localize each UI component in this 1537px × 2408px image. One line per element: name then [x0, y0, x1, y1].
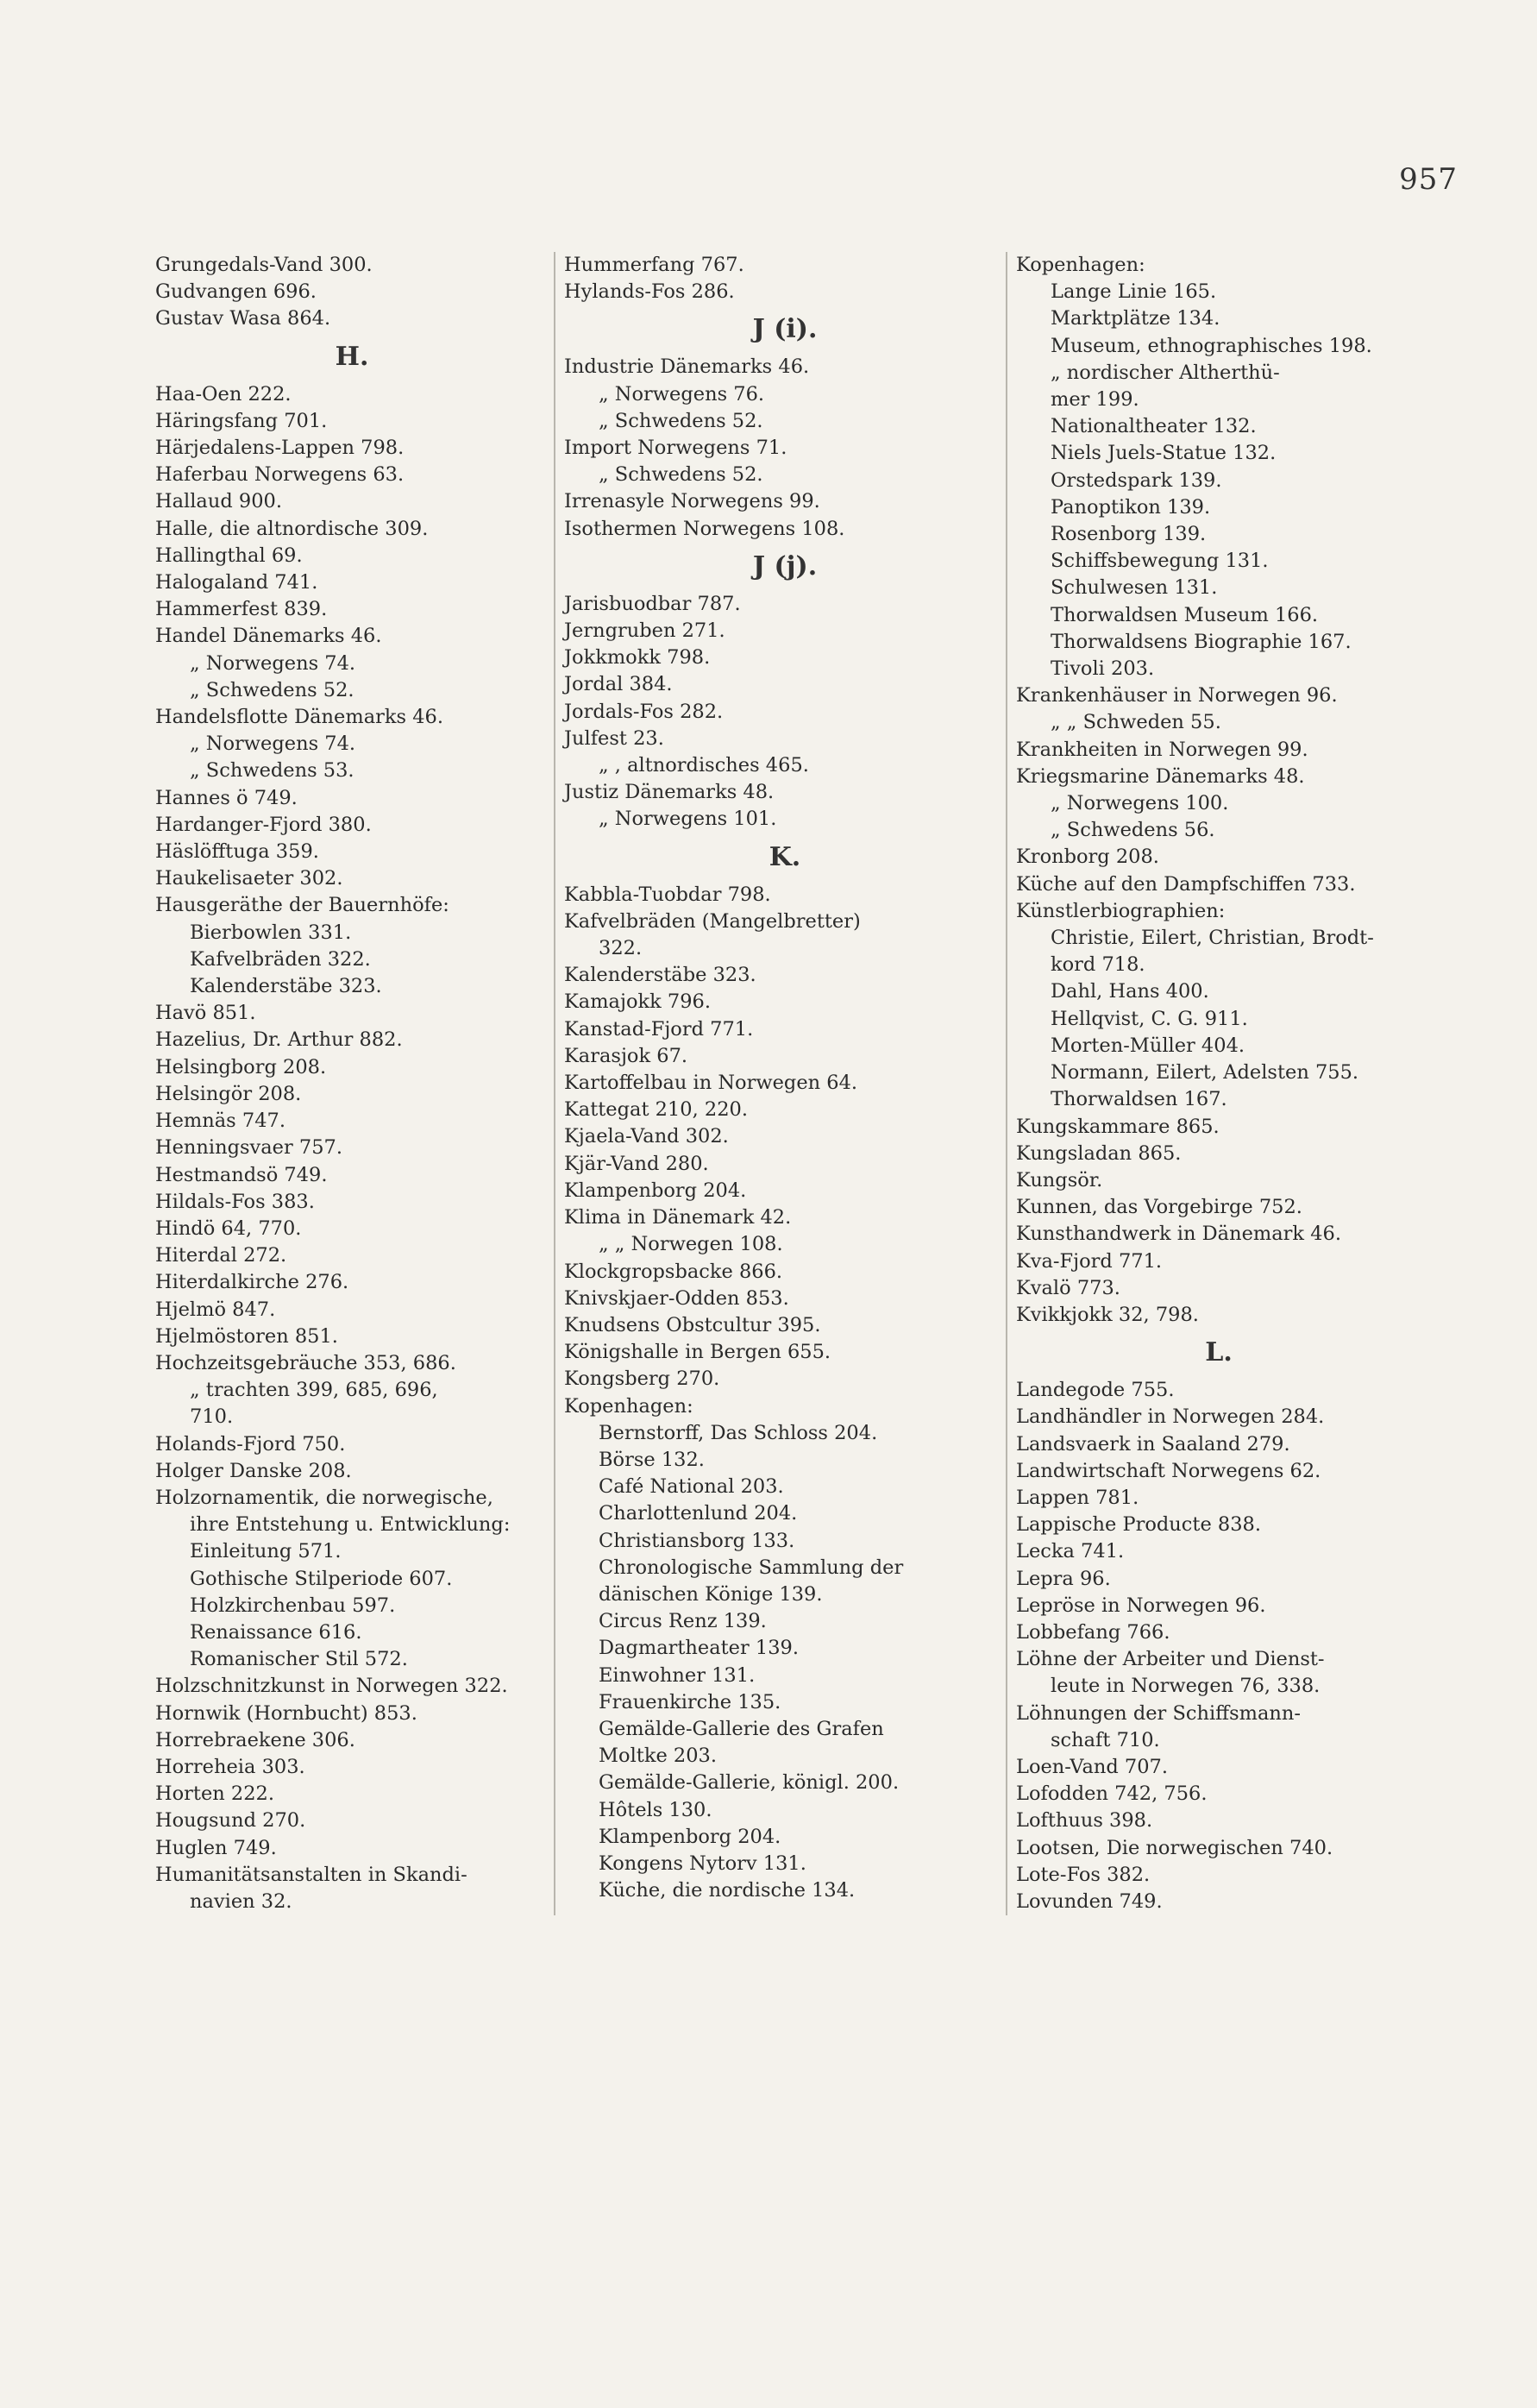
index-subentry: schaft 710. — [1051, 1728, 1160, 1751]
index-entry: Knudsens Obstcultur 395. — [564, 1313, 821, 1336]
index-entry: Kvikkjokk 32, 798. — [1016, 1303, 1199, 1326]
index-entry: Häslöfftuga 359. — [155, 840, 319, 864]
index-entry: Havö 851. — [155, 1002, 256, 1025]
index-subentry: Gemälde-Gallerie, königl. 200. — [599, 1771, 900, 1795]
index-entry: Härjedalens-Lappen 798. — [155, 437, 405, 460]
index-subentry: Niels Juels-Statue 132. — [1051, 442, 1277, 465]
index-entry: Kopenhagen: — [564, 1394, 693, 1418]
index-subentry: „ Schwedens 56. — [1051, 819, 1215, 842]
index-entry: Jerngruben 271. — [564, 619, 725, 643]
index-entry: Kanstad-Fjord 771. — [564, 1017, 754, 1041]
index-subentry: Morten-Müller 404. — [1051, 1034, 1245, 1057]
index-subentry: Kalenderstäbe 323. — [190, 975, 382, 998]
index-entry: Häringsfang 701. — [155, 409, 328, 432]
index-entry: Kartoffelbau in Norwegen 64. — [564, 1072, 858, 1095]
index-entry: Hochzeitsgebräuche 353, 686. — [155, 1351, 456, 1374]
index-entry: Künstlerbiographien: — [1016, 899, 1226, 922]
index-entry: Kalenderstäbe 323. — [564, 964, 756, 987]
index-entry: Handelsflotte Dänemarks 46. — [155, 706, 443, 729]
index-subentry: Einwohner 131. — [599, 1663, 756, 1687]
index-entry: Kabbla-Tuobdar 798. — [564, 883, 771, 906]
index-entry: Lepröse in Norwegen 96. — [1016, 1594, 1266, 1617]
index-entry: Kungsladan 865. — [1016, 1141, 1182, 1165]
index-subentry: Marktplätze 134. — [1051, 307, 1220, 330]
index-entry: Handel Dänemarks 46. — [155, 625, 382, 648]
index-entry: Jordal 384. — [564, 673, 673, 696]
index-subentry: Christiansborg 133. — [599, 1529, 795, 1552]
index-subentry: leute in Norwegen 76, 338. — [1051, 1675, 1321, 1698]
index-entry: Holzornamentik, die norwegische, — [155, 1486, 493, 1509]
index-subentry: „ Norwegens 100. — [1051, 792, 1229, 815]
index-subentry: Christie, Eilert, Christian, Brodt- — [1051, 927, 1374, 950]
index-entry: Klampenborg 204. — [564, 1179, 747, 1202]
index-entry: Hannes ö 749. — [155, 786, 298, 809]
index-entry: Hummerfang 767. — [564, 254, 744, 276]
index-subentry: Tivoli 203. — [1051, 657, 1155, 681]
index-entry: Gustav Wasa 864. — [155, 307, 331, 330]
index-entry: Kvalö 773. — [1016, 1276, 1120, 1299]
section-letter-heading: J (i). — [752, 314, 818, 345]
index-entry: Lootsen, Die norwegischen 740. — [1016, 1836, 1333, 1859]
index-entry: Industrie Dänemarks 46. — [564, 355, 810, 379]
index-subentry: Museum, ethnographisches 198. — [1051, 334, 1372, 357]
index-entry: Import Norwegens 71. — [564, 437, 787, 460]
index-entry: Holger Danske 208. — [155, 1459, 352, 1482]
index-entry: Horrebraekene 306. — [155, 1728, 355, 1751]
index-column-1 — [155, 252, 554, 1915]
index-entry: Jokkmokk 798. — [564, 646, 711, 670]
index-entry: Kva-Fjord 771. — [1016, 1249, 1163, 1273]
index-entry: Kafvelbräden (Mangelbretter) — [564, 909, 861, 933]
index-subentry: Thorwaldsen Museum 166. — [1051, 603, 1319, 626]
index-subentry: Rosenborg 139. — [1051, 523, 1207, 546]
index-entry: Helsingör 208. — [155, 1082, 302, 1105]
index-subentry: „ „ Norwegen 108. — [599, 1233, 783, 1256]
section-letter-heading: H. — [335, 341, 369, 372]
index-subentry: Normann, Eilert, Adelsten 755. — [1051, 1061, 1359, 1085]
index-subentry: 322. — [599, 937, 643, 960]
index-subentry: 710. — [190, 1405, 234, 1429]
index-entry: Krankenhäuser in Norwegen 96. — [1016, 684, 1338, 707]
index-column-3 — [1006, 252, 1421, 1915]
index-entry: Hausgeräthe der Bauernhöfe: — [155, 894, 449, 917]
index-entry: Justiz Dänemarks 48. — [564, 781, 775, 804]
index-entry: Hiterdalkirche 276. — [155, 1271, 349, 1294]
index-subentry: Moltke 203. — [599, 1745, 718, 1768]
section-letter-heading: L. — [1205, 1337, 1233, 1368]
index-subentry: Küche, die nordische 134. — [599, 1879, 856, 1902]
index-entry: Henningsvaer 757. — [155, 1136, 343, 1160]
index-subentry: „ , altnordisches 465. — [599, 754, 809, 777]
index-subentry: Hellqvist, C. G. 911. — [1051, 1007, 1248, 1030]
index-entry: Holzschnitzkunst in Norwegen 322. — [155, 1675, 508, 1698]
index-entry: Landhändler in Norwegen 284. — [1016, 1405, 1325, 1429]
index-subentry: Kongens Nytorv 131. — [599, 1852, 806, 1875]
index-entry: Kamajokk 796. — [564, 990, 712, 1014]
index-subentry: Gemälde-Gallerie des Grafen — [599, 1717, 884, 1740]
index-subentry: Romanischer Stil 572. — [190, 1648, 408, 1671]
index-entry: Holands-Fjord 750. — [155, 1432, 346, 1455]
index-entry: Hougsund 270. — [155, 1809, 306, 1833]
index-subentry: „ Schwedens 52. — [599, 409, 763, 432]
index-entry: Löhne der Arbeiter und Dienst- — [1016, 1648, 1325, 1671]
index-subentry: Circus Renz 139. — [599, 1610, 767, 1633]
index-subentry: Börse 132. — [599, 1448, 705, 1471]
index-entry: Klockgropsbacke 866. — [564, 1260, 783, 1283]
index-entry: Gudvangen 696. — [155, 280, 317, 304]
index-subentry: Schiffsbewegung 131. — [1051, 550, 1269, 573]
index-subentry: Chronologische Sammlung der — [599, 1556, 904, 1579]
index-entry: Hildals-Fos 383. — [155, 1190, 315, 1213]
index-entry: Hjelmöstoren 851. — [155, 1324, 338, 1348]
index-entry: Krankheiten in Norwegen 99. — [1016, 738, 1308, 761]
index-subentry: „ Norwegens 76. — [599, 382, 765, 406]
index-subentry: Thorwaldsen 167. — [1051, 1088, 1227, 1111]
index-entry: Lappen 781. — [1016, 1486, 1139, 1509]
index-entry: Hestmandsö 749. — [155, 1163, 328, 1186]
index-subentry: Lange Linie 165. — [1051, 280, 1217, 304]
index-entry: Loen-Vand 707. — [1016, 1755, 1169, 1778]
index-columns — [155, 252, 1421, 1915]
index-subentry: navien 32. — [190, 1889, 292, 1913]
page-number: 957 — [1399, 162, 1458, 197]
index-entry: Lobbefang 766. — [1016, 1620, 1170, 1644]
index-subentry: „ Norwegens 101. — [599, 808, 777, 831]
index-entry: Julfest 23. — [564, 726, 664, 750]
index-entry: Kungsör. — [1016, 1168, 1103, 1191]
index-entry: Kjär-Vand 280. — [564, 1152, 709, 1175]
index-entry: Küche auf den Dampfschiffen 733. — [1016, 872, 1356, 896]
index-entry: Jordals-Fos 282. — [564, 700, 724, 723]
index-subentry: Kafvelbräden 322. — [190, 947, 371, 971]
index-entry: Irrenasyle Norwegens 99. — [564, 490, 820, 513]
index-subentry: Thorwaldsens Biographie 167. — [1051, 630, 1352, 653]
index-entry: Kopenhagen: — [1016, 254, 1145, 276]
index-entry: Huglen 749. — [155, 1836, 277, 1859]
index-subentry: Schulwesen 131. — [1051, 576, 1218, 600]
index-subentry: mer 199. — [1051, 388, 1139, 412]
index-subentry: Bierbowlen 331. — [190, 921, 352, 944]
index-subentry: Holzkirchenbau 597. — [190, 1594, 396, 1617]
index-entry: Haukelisaeter 302. — [155, 867, 343, 890]
index-subentry: „ trachten 399, 685, 696, — [190, 1379, 438, 1402]
index-entry: Lappische Producte 838. — [1016, 1513, 1262, 1537]
index-subentry: Orstedspark 139. — [1051, 468, 1222, 492]
index-entry: Hallingthal 69. — [155, 544, 303, 567]
index-entry: Landwirtschaft Norwegens 62. — [1016, 1459, 1321, 1482]
index-entry: Knivskjaer-Odden 853. — [564, 1286, 789, 1310]
index-entry: Jarisbuodbar 787. — [564, 592, 741, 615]
index-entry: Hindö 64, 770. — [155, 1217, 302, 1240]
index-entry: Kunnen, das Vorgebirge 752. — [1016, 1196, 1302, 1219]
index-entry: Landegode 755. — [1016, 1379, 1175, 1402]
index-entry: Karasjok 67. — [564, 1044, 688, 1067]
index-entry: Hallaud 900. — [155, 490, 282, 513]
index-subentry: Panoptikon 139. — [1051, 495, 1211, 519]
index-column-2 — [554, 252, 1006, 1915]
index-entry: Haa-Oen 222. — [155, 382, 292, 406]
index-entry: Haferbau Norwegens 63. — [155, 463, 405, 487]
index-subentry: „ Schwedens 52. — [190, 678, 354, 701]
section-letter-heading: K. — [768, 841, 801, 872]
index-subentry: Dahl, Hans 400. — [1051, 980, 1209, 1003]
index-entry: Lovunden 749. — [1016, 1889, 1163, 1913]
index-entry: Humanitätsanstalten in Skandi- — [155, 1863, 467, 1886]
index-entry: Grungedals-Vand 300. — [155, 254, 373, 276]
index-entry: Klima in Dänemark 42. — [564, 1206, 792, 1229]
index-entry: Halle, die altnordische 309. — [155, 517, 429, 540]
index-entry: Kattegat 210, 220. — [564, 1098, 748, 1122]
index-entry: Lote-Fos 382. — [1016, 1863, 1151, 1886]
index-subentry: Einleitung 571. — [190, 1540, 342, 1563]
index-entry: Hiterdal 272. — [155, 1244, 287, 1267]
index-entry: Kjaela-Vand 302. — [564, 1125, 729, 1148]
section-letter-heading: J (j). — [752, 550, 818, 582]
index-subentry: „ Norwegens 74. — [190, 651, 356, 675]
index-entry: Hemnäs 747. — [155, 1110, 285, 1133]
index-subentry: Café National 203. — [599, 1475, 784, 1499]
index-entry: Hjelmö 847. — [155, 1298, 276, 1321]
index-entry: Helsingborg 208. — [155, 1055, 327, 1078]
index-subentry: ihre Entstehung u. Entwicklung: — [190, 1513, 511, 1537]
index-subentry: „ Schwedens 53. — [190, 759, 354, 783]
index-entry: Landsvaerk in Saaland 279. — [1016, 1432, 1290, 1455]
index-subentry: Klampenborg 204. — [599, 1825, 781, 1848]
index-entry: Königshalle in Bergen 655. — [564, 1341, 831, 1364]
index-entry: Hylands-Fos 286. — [564, 280, 735, 304]
index-entry: Kronborg 208. — [1016, 846, 1159, 869]
index-entry: Lofthuus 398. — [1016, 1809, 1153, 1833]
index-subentry: Bernstorff, Das Schloss 204. — [599, 1421, 878, 1444]
index-entry: Halogaland 741. — [155, 571, 318, 594]
index-entry: Lecka 741. — [1016, 1540, 1125, 1563]
index-subentry: dänischen Könige 139. — [599, 1582, 823, 1606]
index-subentry: „ nordischer Altherthü- — [1051, 361, 1280, 384]
index-subentry: Renaissance 616. — [190, 1620, 362, 1644]
index-subentry: kord 718. — [1051, 953, 1145, 977]
index-entry: Isothermen Norwegens 108. — [564, 517, 845, 540]
index-entry: Kunsthandwerk in Dänemark 46. — [1016, 1223, 1341, 1246]
index-subentry: „ „ Schweden 55. — [1051, 711, 1221, 734]
index-entry: Löhnungen der Schiffsmann- — [1016, 1701, 1302, 1725]
index-subentry: Dagmartheater 139. — [599, 1637, 799, 1660]
index-subentry: „ Norwegens 74. — [190, 732, 356, 756]
index-entry: Kungskammare 865. — [1016, 1115, 1220, 1138]
index-entry: Lofodden 742, 756. — [1016, 1782, 1208, 1806]
index-entry: Hammerfest 839. — [155, 598, 328, 621]
index-entry: Lepra 96. — [1016, 1567, 1111, 1590]
index-subentry: „ Schwedens 52. — [599, 463, 763, 487]
index-entry: Kriegsmarine Dänemarks 48. — [1016, 764, 1305, 788]
index-entry: Horreheia 303. — [155, 1755, 305, 1778]
index-entry: Kongsberg 270. — [564, 1367, 720, 1391]
index-subentry: Gothische Stilperiode 607. — [190, 1567, 453, 1590]
index-entry: Hardanger-Fjord 380. — [155, 813, 372, 836]
index-entry: Hazelius, Dr. Arthur 882. — [155, 1028, 403, 1052]
index-subentry: Nationaltheater 132. — [1051, 415, 1257, 438]
index-entry: Hornwik (Hornbucht) 853. — [155, 1701, 417, 1725]
index-subentry: Frauenkirche 135. — [599, 1690, 781, 1713]
index-subentry: Charlottenlund 204. — [599, 1502, 798, 1525]
index-subentry: Hôtels 130. — [599, 1798, 712, 1821]
index-entry: Horten 222. — [155, 1782, 275, 1806]
